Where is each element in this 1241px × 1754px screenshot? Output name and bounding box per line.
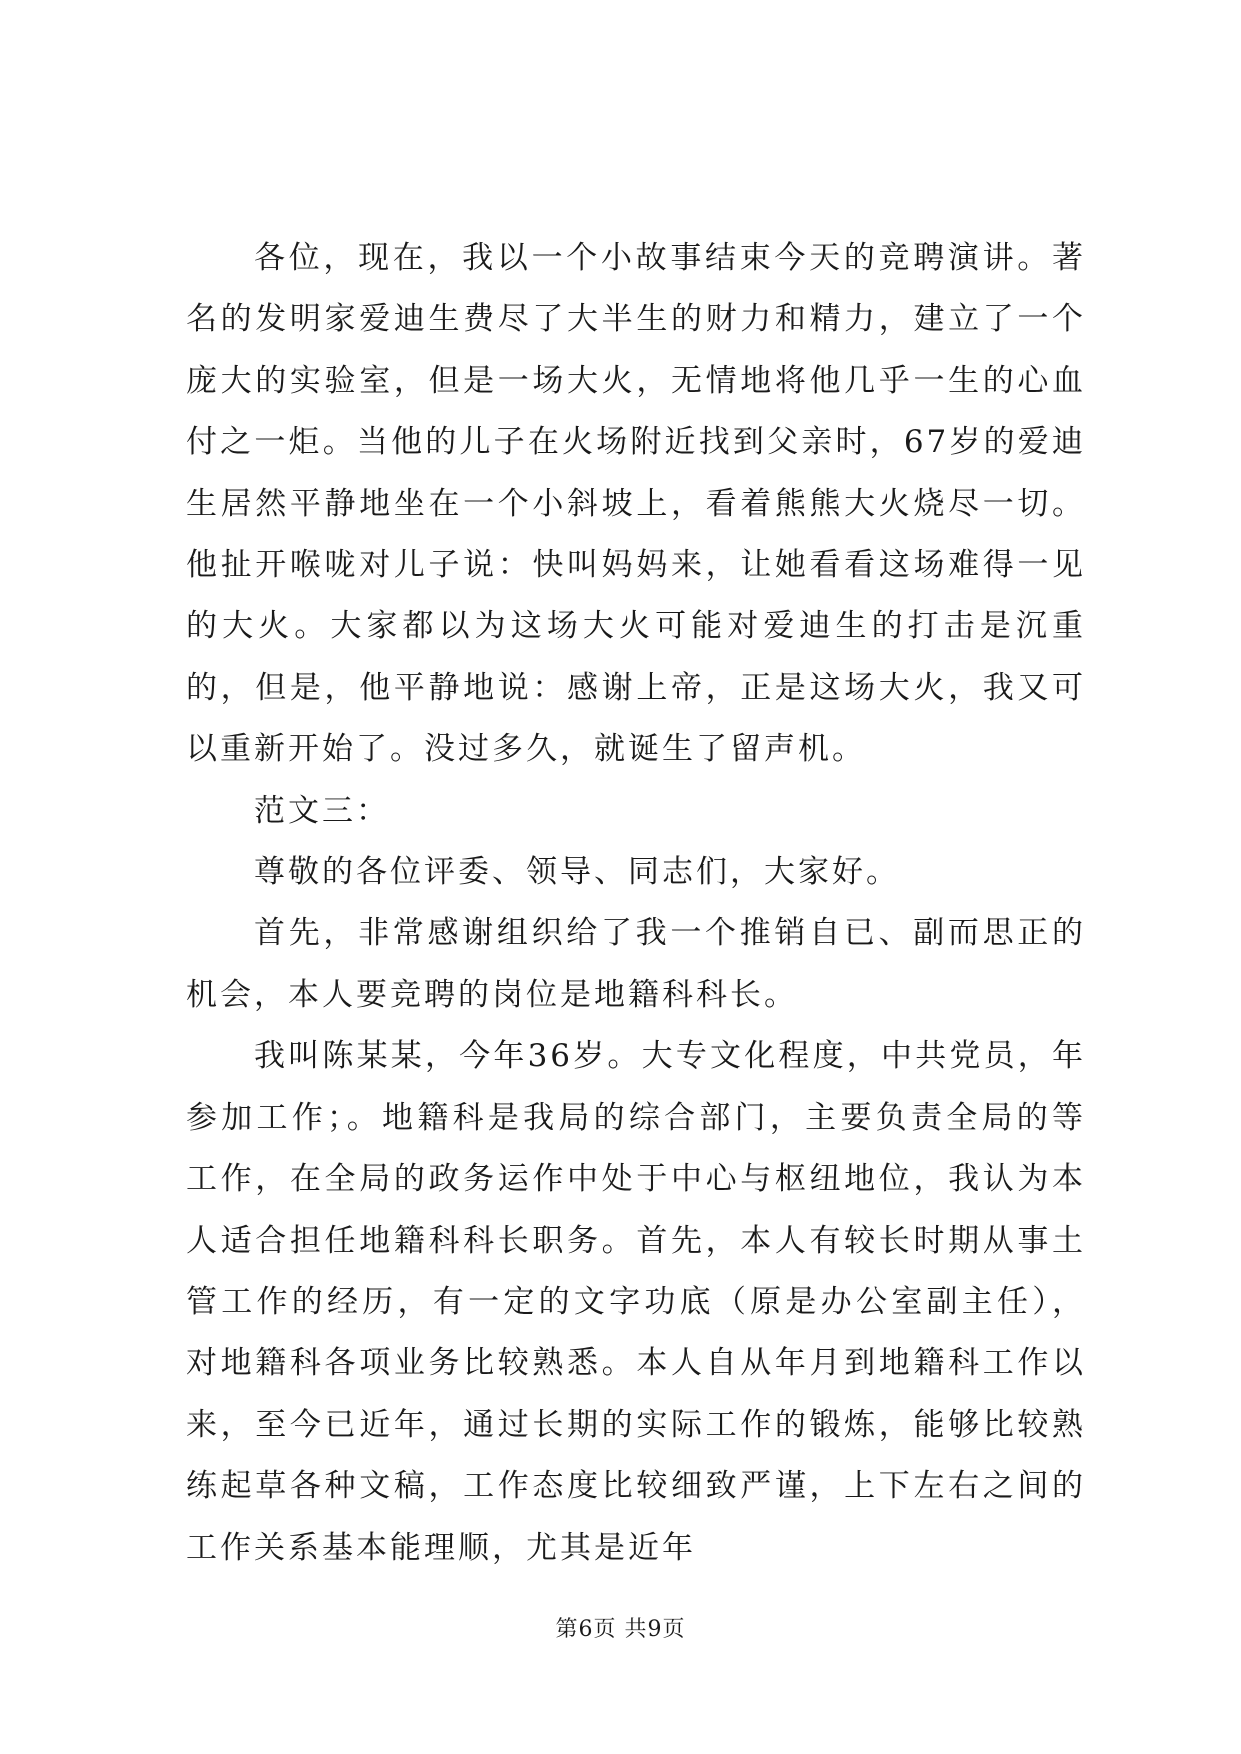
page-number-footer: 第6页 共9页 (555, 1617, 686, 1642)
paragraph-heading-sample-three: 范文三： (254, 792, 390, 829)
paragraph-greeting: 尊敬的各位评委、领导、同志们，大家好。 (254, 854, 900, 891)
paragraph-edison-story: 各位，现在，我以一个小故事结束今天的竞聘演讲。著名的发明家爱迪生费尽了大半生的财力和精力，建立了一个庞大的实验室，但是一场大火，无情地将他几乎一生的心血付之一炬。当他的儿子在火场附近找到父亲时，67岁的爱迪生居然平静地坐在一个小斜坡上，看着熊熊大火烧尽一切。他扯开喉咙对儿子说：快叫妈妈来，让她看看这场难得一见的大火。大家都以为这场大火可能对爱迪生的打击是沉重的，但是，他平静地说：感谢上帝，正是这场大火，我又可以重新开始了。没过多久，就诞生了留声机。 (186, 240, 1086, 768)
document-body (186, 228, 1086, 1579)
paragraph-introduction: 首先，非常感谢组织给了我一个推销自已、副而思正的机会，本人要竞聘的岗位是地籍科科长。 (186, 915, 1086, 1013)
paragraph-self-description: 我叫陈某某，今年36岁。大专文化程度，中共党员，年参加工作；。地籍科是我局的综合部门，主要负责全局的等工作，在全局的政务运作中处于中心与枢纽地位，我认为本人适合担任地籍科科长职务。首先，本人有较长时期从事土管工作的经历，有一定的文字功底（原是办公室副主任），对地籍科各项业务比较熟悉。本人自从年月到地籍科工作以来，至今已近年，通过长期的实际工作的锻炼，能够比较熟练起草各种文稿，工作态度比较细致严谨，上下左右之间的工作关系基本能理顺，尤其是近年 (186, 1038, 1086, 1566)
